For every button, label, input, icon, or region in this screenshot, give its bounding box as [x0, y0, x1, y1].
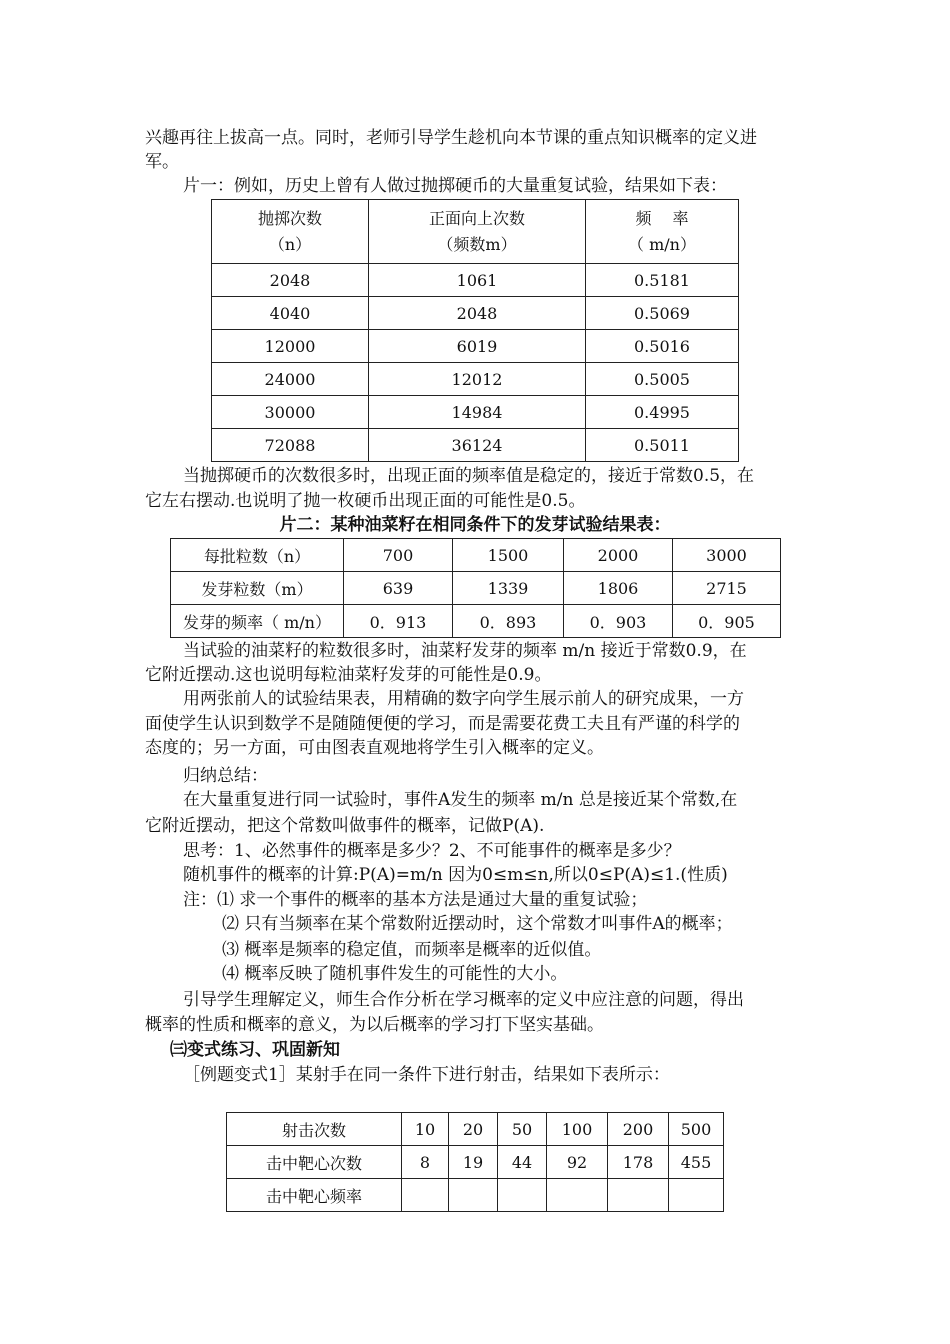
table-cell: 72088 [212, 429, 369, 462]
coin-toss-table [211, 199, 739, 462]
note-item: ⑵ 只有当频率在某个常数附近摆动时，这个常数才叫事件A的概率； [222, 914, 733, 934]
table-cell: 0.5005 [586, 363, 739, 396]
paragraph-line: 归纳总结： [183, 766, 268, 786]
table-cell: 100 [547, 1113, 608, 1146]
table-cell: 6019 [369, 330, 586, 363]
paragraph-line: 兴趣再往上拔高一点。同时，老师引导学生趁机向本节课的重点知识概率的定义进 [145, 128, 757, 148]
table-cell: 0.4995 [586, 396, 739, 429]
table-cell: 50 [498, 1113, 547, 1146]
note-item: ⑶ 概率是频率的稳定值，而频率是概率的近似值。 [222, 940, 602, 960]
table-row [171, 572, 781, 605]
table-row [227, 1113, 724, 1146]
table-cell [498, 1179, 547, 1212]
table-row [212, 396, 739, 429]
paragraph-line: 概率的性质和概率的意义，为以后概率的学习打下坚实基础。 [145, 1015, 604, 1035]
paragraph-line: 当抛掷硬币的次数很多时，出现正面的频率值是稳定的，接近于常数0.5，在 [183, 466, 755, 486]
table-row [171, 605, 781, 638]
table-cell: 19 [449, 1146, 498, 1179]
table-cell: 1339 [453, 572, 564, 605]
table-cell: 639 [344, 572, 453, 605]
table-cell: 0．903 [564, 605, 673, 638]
table-cell: 发芽粒数（m） [171, 572, 344, 605]
table-cell: 每批粒数（n） [171, 539, 344, 572]
paragraph-line: 面使学生认识到数学不是随随便便的学习，而是需要花费工夫且有严谨的科学的 [145, 714, 740, 734]
paragraph-line: 用两张前人的试验结果表，用精确的数字向学生展示前人的研究成果，一方 [183, 689, 744, 709]
table-cell: 0．913 [344, 605, 453, 638]
table-cell: 8 [402, 1146, 449, 1179]
table-cell: 500 [669, 1113, 724, 1146]
paragraph-line: 引导学生理解定义，师生合作分析在学习概率的定义中应注意的问题，得出 [183, 990, 744, 1010]
table-cell: 92 [547, 1146, 608, 1179]
paragraph-line: 思考：1、必然事件的概率是多少？2、不可能事件的概率是多少？ [183, 841, 681, 861]
paragraph-line: 它附近摆动.这也说明每粒油菜籽发芽的可能性是0.9。 [145, 665, 552, 685]
table-row [171, 539, 781, 572]
table-cell: 1061 [369, 264, 586, 297]
table-cell: 0.5016 [586, 330, 739, 363]
paragraph-line: ［例题变式1］某射手在同一条件下进行射击，结果如下表所示： [183, 1065, 670, 1085]
table-row [212, 429, 739, 462]
table-cell: 20 [449, 1113, 498, 1146]
table-cell: 射击次数 [227, 1113, 402, 1146]
table-cell [402, 1179, 449, 1212]
table-cell: 0．893 [453, 605, 564, 638]
table-cell: 1500 [453, 539, 564, 572]
table-cell: 0.5011 [586, 429, 739, 462]
table-cell: 178 [608, 1146, 669, 1179]
seed-germination-table [170, 538, 781, 638]
paragraph-line: 在大量重复进行同一试验时，事件A发生的频率 m/n 总是接近某个常数,在 [183, 790, 738, 810]
table-cell: 2715 [673, 572, 781, 605]
table-cell: 200 [608, 1113, 669, 1146]
table-cell: 发芽的频率（ m/n） [171, 605, 344, 638]
note-item: ⑷ 概率反映了随机事件发生的可能性的大小。 [222, 964, 568, 984]
table-cell: 44 [498, 1146, 547, 1179]
section-caption: 片二：某种油菜籽在相同条件下的发芽试验结果表： [279, 515, 671, 535]
table-row [212, 264, 739, 297]
table-row [212, 363, 739, 396]
table-cell: 0.5181 [586, 264, 739, 297]
table-cell: 14984 [369, 396, 586, 429]
paragraph-line: 当试验的油菜籽的粒数很多时，油菜籽发芽的频率 m/n 接近于常数0.9，在 [183, 641, 747, 661]
paragraph-line: 随机事件的概率的计算:P(A)=m/n 因为0≤m≤n,所以0≤P(A)≤1.(性质) [183, 865, 728, 885]
table-row [227, 1179, 724, 1212]
table-cell: 12000 [212, 330, 369, 363]
table-row [212, 297, 739, 330]
table-cell: 10 [402, 1113, 449, 1146]
table-header-cell: 正面向上次数 （频数m） [369, 200, 586, 264]
table-cell: 4040 [212, 297, 369, 330]
section-heading: ㈢变式练习、巩固新知 [170, 1040, 340, 1060]
table-cell [449, 1179, 498, 1212]
table-cell: 1806 [564, 572, 673, 605]
table-cell: 2000 [564, 539, 673, 572]
table-cell: 2048 [212, 264, 369, 297]
table-cell: 击中靶心频率 [227, 1179, 402, 1212]
table-cell: 0.5069 [586, 297, 739, 330]
table-row [227, 1146, 724, 1179]
table-cell: 700 [344, 539, 453, 572]
table-header-cell: 频 率 （ m/n） [586, 200, 739, 264]
table-cell: 0．905 [673, 605, 781, 638]
paragraph-line: 片一：例如，历史上曾有人做过抛掷硬币的大量重复试验，结果如下表： [183, 176, 727, 196]
table-cell [669, 1179, 724, 1212]
note-item: 注：⑴ 求一个事件的概率的基本方法是通过大量的重复试验； [183, 890, 648, 910]
table-cell: 36124 [369, 429, 586, 462]
table-cell: 12012 [369, 363, 586, 396]
table-cell [547, 1179, 608, 1212]
table-cell: 24000 [212, 363, 369, 396]
paragraph-line: 军。 [145, 152, 179, 172]
table-cell: 3000 [673, 539, 781, 572]
table-header-cell: 抛掷次数 （n） [212, 200, 369, 264]
paragraph-line: 态度的；另一方面，可由图表直观地将学生引入概率的定义。 [145, 738, 604, 758]
table-cell: 击中靶心次数 [227, 1146, 402, 1179]
paragraph-line: 它附近摆动，把这个常数叫做事件的概率，记做P(A). [145, 816, 545, 836]
paragraph-line: 它左右摆动.也说明了抛一枚硬币出现正面的可能性是0.5。 [145, 491, 586, 511]
table-cell: 30000 [212, 396, 369, 429]
table-row [212, 330, 739, 363]
table-cell [608, 1179, 669, 1212]
shooting-table [226, 1112, 724, 1212]
table-cell: 2048 [369, 297, 586, 330]
table-cell: 455 [669, 1146, 724, 1179]
